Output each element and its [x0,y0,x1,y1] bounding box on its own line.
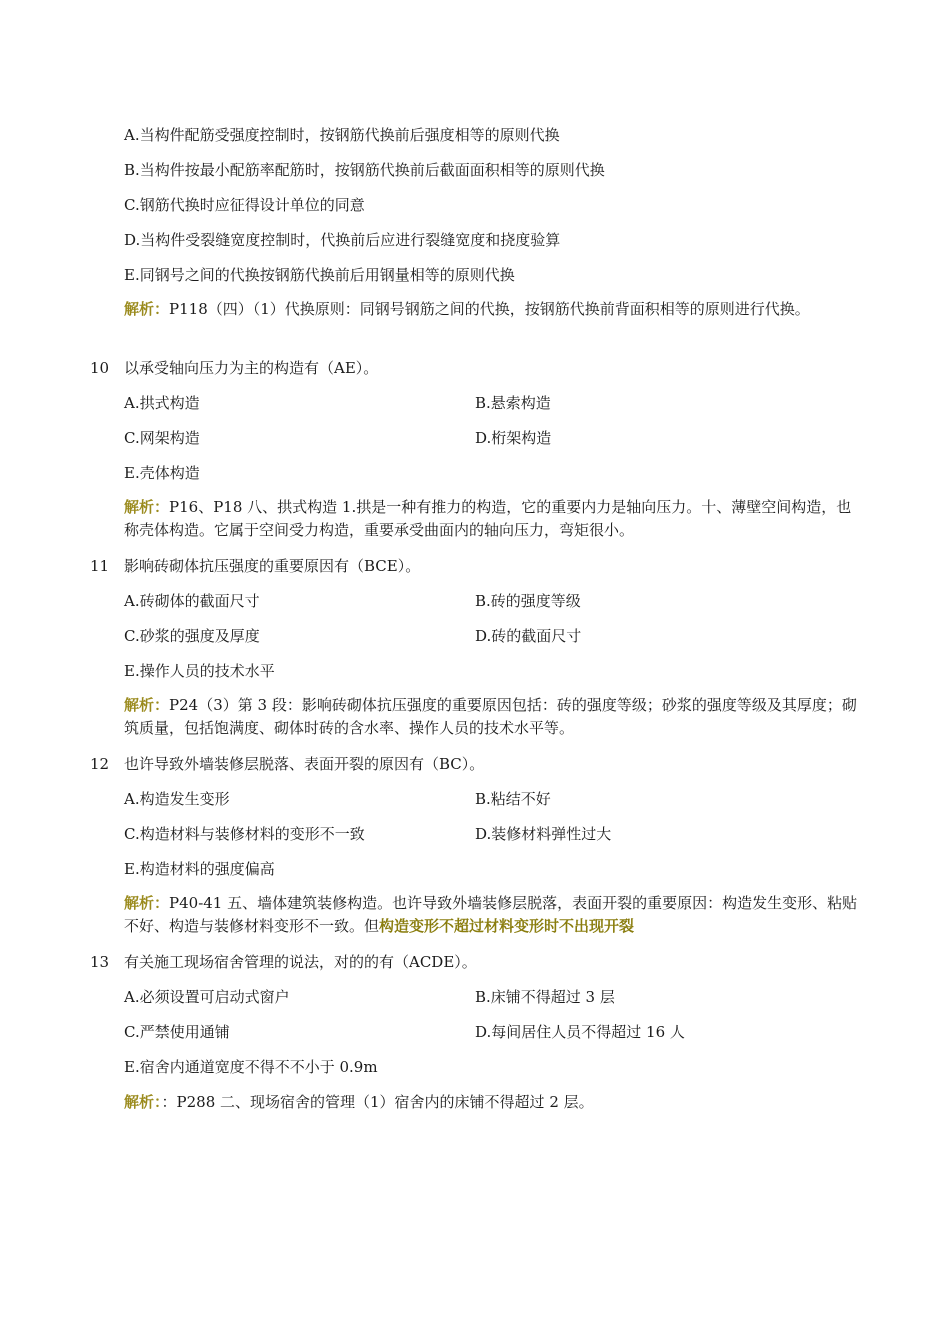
explanation-text: P16、P18 八、拱式构造 1.拱是一种有推力的构造，它的重要内力是轴向压力。十、薄壁空间构造，也称壳体构造。它属于空间受力构造，重要承受曲面内的轴向压力，弯矩很小。 [124,498,852,539]
explanation-label: 解析： [124,696,170,714]
q12-option-b: B.粘结不好 [475,790,551,808]
q13-option-a: A.必须设置可启动式窗户 [124,988,290,1006]
explanation-label: 解析： [124,1093,162,1111]
q10-text: 以承受轴向压力为主的构造有（AE）。 [124,359,379,377]
q13-option-b: B.床铺不得超过 3 层 [475,988,615,1006]
q11-number: 11 [90,557,110,575]
q11-option-b: B.砖的强度等级 [475,592,581,610]
q11-option-d: D.砖的截面尺寸 [475,627,582,645]
q11-text: 影响砖砌体抗压强度的重要原因有（BCE）。 [124,557,421,575]
explanation-label: 解析： [124,498,170,516]
q12-option-d: D.装修材料弹性过大 [475,825,612,843]
q9-option-c: C.钢筋代换时应征得设计单位的同意 [124,196,365,214]
q10-option-d: D.桁架构造 [475,429,552,447]
q12-option-e: E.构造材料的强度偏高 [124,860,275,878]
q13-number: 13 [90,953,110,971]
explanation-text: ：P288 二、现场宿舍的管理（1）宿舍内的床铺不得超过 2 层。 [161,1093,594,1111]
explanation-highlight: 构造变形不超过材料变形时不出现开裂 [379,917,635,935]
q10-option-e: E.壳体构造 [124,464,200,482]
q12-number: 12 [90,755,110,773]
q11-option-c: C.砂浆的强度及厚度 [124,627,260,645]
q10-explanation [124,496,864,542]
q13-option-e: E.宿舍内通道宽度不得不不小于 0.9m [124,1058,378,1076]
explanation-text: P24（3）第 3 段：影响砖砌体抗压强度的重要原因包括：砖的强度等级；砂浆的强度等级及其厚度；砌筑质量，包括饱满度、砌体时砖的含水率、操作人员的技术水平等。 [124,696,857,737]
q12-option-a: A.构造发生变形 [124,790,230,808]
q11-explanation [124,694,864,740]
q9-option-e: E.同钢号之间的代换按钢筋代换前后用钢量相等的原则代换 [124,266,515,284]
q9-option-b: B.当构件按最小配筋率配筋时，按钢筋代换前后截面面积相等的原则代换 [124,161,605,179]
q13-text: 有关施工现场宿舍管理的说法，对的的有（ACDE）。 [124,953,477,971]
explanation-text: P118（四）（1）代换原则：同钢号钢筋之间的代换，按钢筋代换前背面积相等的原则进行代换。 [169,300,810,318]
q10-number: 10 [90,359,110,377]
q10-option-a: A.拱式构造 [124,394,200,412]
q9-option-a: A.当构件配筋受强度控制时，按钢筋代换前后强度相等的原则代换 [124,126,560,144]
explanation-text: P40-41 五、墙体建筑装修构造。也许导致外墙装修层脱落，表面开裂的重要原因：构造发生变形、粘贴不好、构造与装修材料变形不一致。但 [124,894,858,935]
q13-option-d: D.每间居住人员不得超过 16 人 [475,1023,685,1041]
q12-option-c: C.构造材料与装修材料的变形不一致 [124,825,365,843]
q12-text: 也许导致外墙装修层脱落、表面开裂的原因有（BC）。 [124,755,485,773]
q9-option-d: D.当构件受裂缝宽度控制时，代换前后应进行裂缝宽度和挠度验算 [124,231,561,249]
q13-explanation [124,1091,864,1114]
q10-option-c: C.网架构造 [124,429,200,447]
q12-explanation [124,892,864,938]
q13-option-c: C.严禁使用通铺 [124,1023,230,1041]
q9-explanation [124,298,864,321]
explanation-label: 解析： [124,300,170,318]
q10-option-b: B.悬索构造 [475,394,551,412]
q11-option-e: E.操作人员的技术水平 [124,662,275,680]
q11-option-a: A.砖砌体的截面尺寸 [124,592,260,610]
explanation-label: 解析： [124,894,170,912]
